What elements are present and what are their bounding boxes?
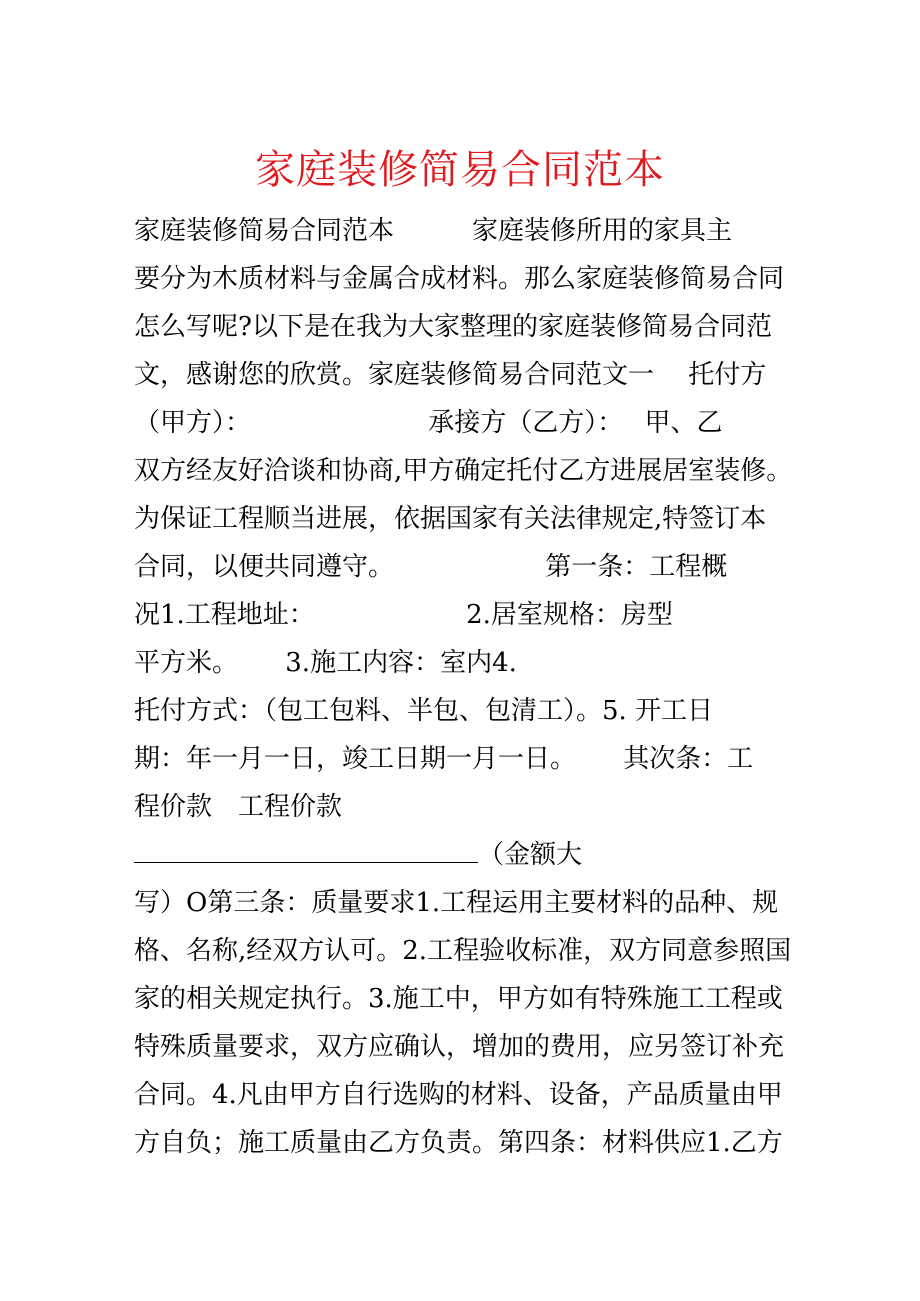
body-line-13: 程价款 工程价款 <box>134 792 343 822</box>
body-line-18: 特殊质量要求，双方应确认，增加的费用，应另签订补充 <box>134 1032 785 1062</box>
amount-blank <box>134 838 478 863</box>
body-line-16: 格、名称,经双方认可。2.工程验收标准，双方同意参照国 <box>134 936 792 966</box>
body-line-5: （甲方）： 承接方（乙方）： 甲、乙 <box>134 408 723 438</box>
body-line-4: 文，感谢您的欣赏。家庭装修简易合同范文一 托付方 <box>134 360 767 390</box>
document-title: 家庭装修简易合同范本 <box>255 147 665 193</box>
body-line-1: 家庭装修简易合同范本 家庭装修所用的家具主 <box>134 216 733 246</box>
body-line-12: 期：年一月一日，竣工日期一月一日。 其次条：工 <box>134 744 754 774</box>
body-line-10: 平方米。 3.施工内容：室内4. <box>134 648 517 678</box>
body-line-11: 托付方式：（包工包料、半包、包清工）。5. 开工日 <box>134 696 714 726</box>
body-line-6: 双方经友好洽谈和协商,甲方确定托付乙方进展居室装修。 <box>134 456 793 486</box>
body-line-9: 况1.工程地址： 2.居室规格：房型 <box>134 600 673 630</box>
body-line-3: 怎么写呢?以下是在我为大家整理的家庭装修简易合同范 <box>134 312 772 342</box>
amount-line <box>134 837 582 873</box>
body-line-7: 为保证工程顺当进展，依据国家有关法律规定,特签订本 <box>134 504 767 534</box>
body-line-19: 合同。4.凡由甲方自行选购的材料、设备，产品质量由甲 <box>134 1080 783 1110</box>
body-line-2: 要分为木质材料与金属合成材料。那么家庭装修简易合同 <box>134 264 785 294</box>
body-line-15: 写）O第三条：质量要求1.工程运用主要材料的品种、规 <box>134 888 779 918</box>
body-line-20: 方自负；施工质量由乙方负责。第四条：材料供应1.乙方 <box>134 1128 783 1158</box>
body-line-17: 家的相关规定执行。3.施工中，甲方如有特殊施工工程或 <box>134 984 783 1014</box>
amount-label: （金额大 <box>478 840 583 870</box>
body-line-8: 合同，以便共同遵守。 第一条：工程概 <box>134 552 728 582</box>
